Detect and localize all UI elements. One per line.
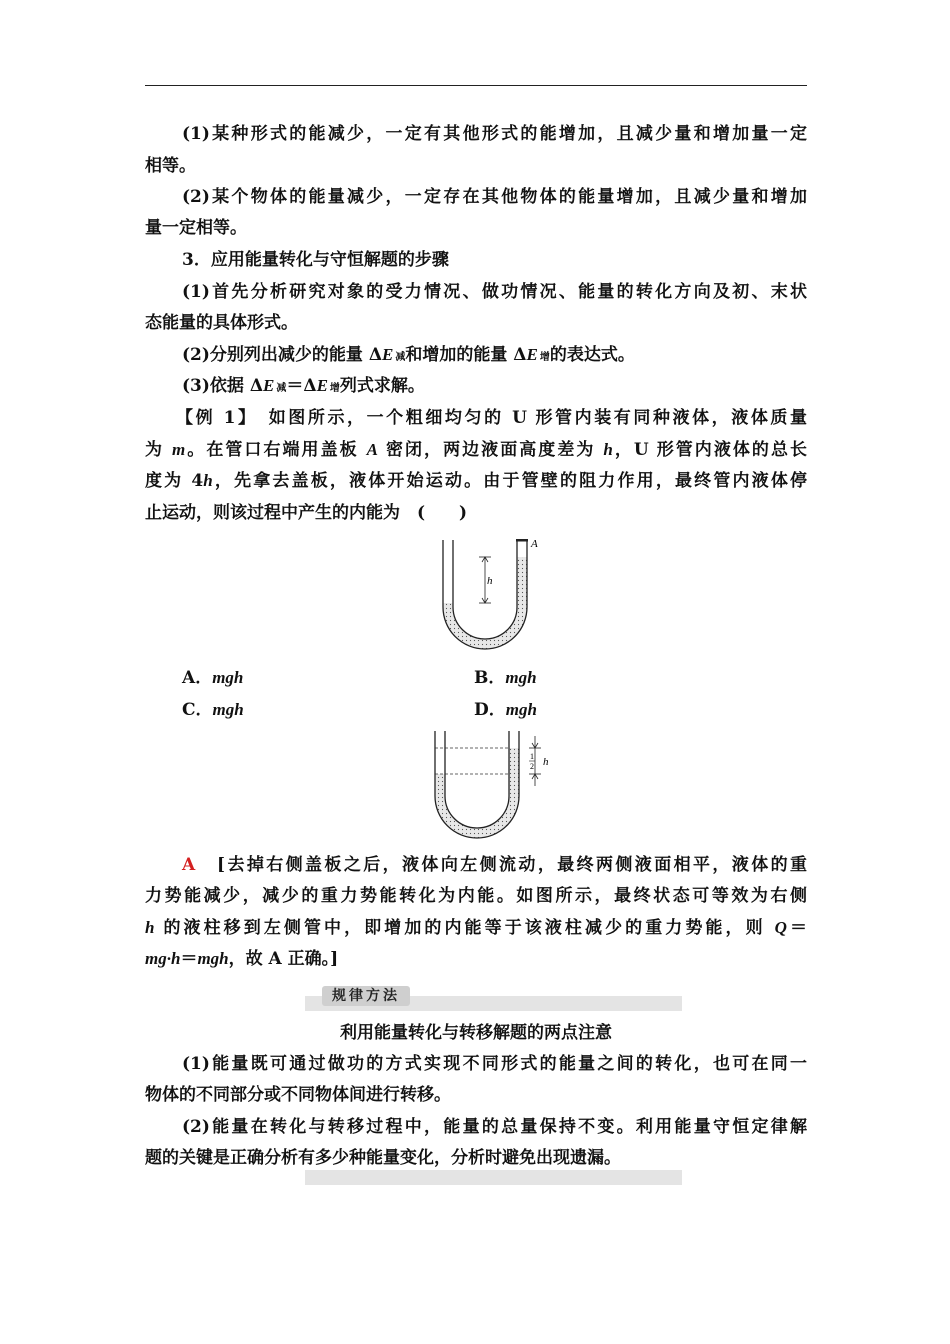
method-p2-line2: 题的关键是正确分析有多少种能量变化，分析时避免出现遗漏。 [145, 1148, 621, 1168]
figure2-numerator: 1 [530, 752, 534, 761]
option-b[interactable]: B．mgh [474, 668, 537, 688]
u-tube-figure-final [425, 728, 565, 843]
figure2-h-label: h [543, 756, 549, 768]
step1-line1: (1)首先分析研究对象的受力情况、做功情况、能量的转化方向及初、末状 [182, 282, 807, 302]
u-tube-figure-initial [425, 535, 555, 650]
answer-line2: 力势能减少，减少的重力势能转化为内能。如图所示，最终状态可等效为右侧 [145, 886, 807, 906]
method-footer-band [305, 1170, 682, 1185]
method-p1-line1: (1)能量既可通过做功的方式实现不同形式的能量之间的转化，也可在同一 [182, 1054, 807, 1074]
option-d[interactable]: D．mgh [474, 700, 537, 720]
para2-line2: 量一定相等。 [145, 218, 247, 238]
example-tag: 【例 1】 [176, 408, 250, 428]
method-title: 利用能量转化与转移解题的两点注意 [340, 1023, 612, 1043]
example-line3: 度为 4h，先拿去盖板，液体开始运动。由于管壁的阻力作用，最终管内液体停 [145, 471, 808, 491]
step1-line2: 态能量的具体形式。 [145, 313, 298, 333]
answer-line3: h 的液柱移到左侧管中，即增加的内能等于该液柱减少的重力势能，则 Q＝ [145, 918, 807, 938]
figure1-cover-label: A [531, 538, 538, 550]
header-rule [145, 85, 807, 86]
answer-line4: mg·h＝mgh，故 A 正确。] [145, 949, 339, 969]
option-a[interactable]: A．mgh [182, 668, 244, 688]
answer-letter: A [182, 855, 196, 875]
para1-line1: (1)某种形式的能减少，一定有其他形式的能增加，且减少量和增加量一定 [182, 124, 807, 144]
step2: (2)分别列出减少的能量 ΔE 减和增加的能量 ΔE 增的表达式。 [182, 345, 635, 365]
example-line1: 【例 1】 如图所示，一个粗细均匀的 U 形管内装有同种液体，液体质量 [176, 408, 807, 428]
method-p1-line2: 物体的不同部分或不同物体间进行转移。 [145, 1085, 451, 1105]
figure2-denominator: 2 [530, 762, 534, 771]
para1-line2: 相等。 [145, 156, 196, 176]
option-c[interactable]: C．mgh [182, 700, 244, 720]
step3: (3)依据 ΔE 减＝ΔE 增列式求解。 [182, 376, 425, 396]
method-p2-line1: (2)能量在转化与转移过程中，能量的总量保持不变。利用能量守恒定律解 [182, 1117, 807, 1137]
answer-line1: A [去掉右侧盖板之后，液体向左侧流动，最终两侧液面相平，液体的重 [182, 855, 807, 875]
example-line4: 止运动，则该过程中产生的内能为 ( ) [145, 503, 468, 523]
method-badge: 规律方法 [322, 986, 410, 1006]
example-line2: 为 m。在管口右端用盖板 A 密闭，两边液面高度差为 h，U 形管内液体的总长 [145, 440, 808, 460]
para2-line1: (2)某个物体的能量减少，一定存在其他物体的能量增加，且减少量和增加 [182, 187, 807, 207]
section-heading: 3．应用能量转化与守恒解题的步骤 [182, 250, 449, 270]
figure1-h-label: h [487, 575, 493, 587]
